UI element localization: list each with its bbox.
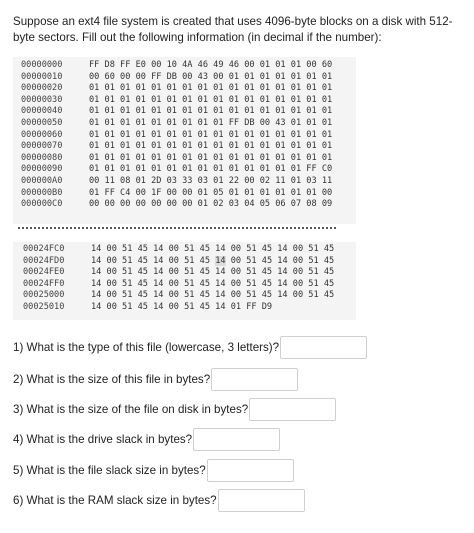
hex-address: 00000000: [21, 60, 63, 70]
dotted-separator: [18, 227, 336, 229]
hex-row: [21, 141, 356, 153]
hex-address: 00000010: [21, 71, 63, 82]
hex-address: 00000080: [21, 152, 63, 163]
hex-row: [21, 164, 356, 176]
hex-row: [21, 60, 356, 72]
hex-row: [21, 153, 356, 165]
hex-address: 00000020: [21, 83, 63, 94]
hex-address: 00024FE0: [23, 267, 65, 278]
question-label: 2) What is the size of this file in bytes?: [13, 373, 211, 386]
hex-address: 00000030: [21, 94, 63, 105]
hex-address: 00000070: [21, 141, 63, 152]
highlighted-byte: 14: [215, 255, 226, 266]
hex-address: 00024FC0: [23, 244, 65, 254]
hex-address: 000000B0: [21, 187, 63, 198]
hex-bytes: 01 01 01 01 01 01 01 01 01 FF DB 00 43 01 01 01: [89, 117, 333, 128]
hex-address: 000000C0: [21, 199, 63, 210]
question-label: 3) What is the size of the file on disk in bytes?: [13, 403, 249, 416]
hex-bytes: 14 00 51 45 14 00 51 45 14 00 51 45 14 00 51 45: [91, 255, 335, 266]
hex-bytes: 00 60 00 00 FF DB 00 43 00 01 01 01 01 01 01 01: [89, 71, 333, 82]
hex-bytes: 01 01 01 01 01 01 01 01 01 01 01 01 01 01 01 01: [89, 129, 333, 140]
hex-row: [23, 256, 356, 268]
intro-text: Suppose an ext4 file system is created that uses 4096-byte blocks on a disk with 512-byte sectors. Fill out the following information (in decimal if the number):: [13, 15, 453, 44]
hex-dump-header: [13, 57, 356, 224]
question-4: [13, 428, 280, 451]
hex-bytes: 14 00 51 45 14 00 51 45 14 00 51 45 14 00 51 45: [91, 278, 335, 289]
hex-row: [21, 118, 356, 130]
hex-bytes: 14 00 51 45 14 00 51 45 14 00 51 45 14 00 51 45: [91, 290, 335, 301]
question-5: [13, 459, 294, 482]
hex-address: 00024FF0: [23, 278, 65, 289]
hex-bytes: 01 01 01 01 01 01 01 01 01 01 01 01 01 01 01 01: [89, 141, 333, 152]
answer-input-4[interactable]: [193, 428, 280, 451]
hex-bytes: 14 00 51 45 14 00 51 45 14 00 51 45 14 00 51 45: [91, 244, 335, 254]
question-label: 6) What is the RAM slack size in bytes?: [13, 494, 217, 507]
hex-bytes: 01 01 01 01 01 01 01 01 01 01 01 01 01 01 01 01: [89, 106, 333, 117]
hex-address: 000000A0: [21, 175, 63, 186]
hex-row: [21, 106, 356, 118]
hex-row: [23, 302, 356, 314]
hex-bytes: 00 11 08 01 2D 03 33 03 01 22 00 02 11 01 03 11: [89, 175, 333, 186]
hex-row: [23, 267, 356, 279]
hex-address: 00025010: [23, 301, 65, 312]
hex-row: [23, 290, 356, 302]
answer-input-6[interactable]: [218, 489, 305, 512]
hex-row: [21, 72, 356, 84]
question-label: 5) What is the file slack size in bytes?: [13, 464, 206, 477]
answer-input-5[interactable]: [207, 459, 294, 482]
hex-dump-footer: [13, 242, 356, 320]
question-label: 1) What is the type of this file (lowercase, 3 letters)?: [13, 341, 280, 354]
hex-row: [23, 279, 356, 291]
hex-address: 00000040: [21, 106, 63, 117]
answer-input-3[interactable]: [249, 398, 336, 421]
question-label: 4) What is the drive slack in bytes?: [13, 433, 193, 446]
hex-bytes: 00 00 00 00 00 00 00 01 02 03 04 05 06 07 08 09: [89, 199, 333, 210]
hex-row: [21, 199, 356, 211]
hex-bytes: 01 01 01 01 01 01 01 01 01 01 01 01 01 01 01 01: [89, 152, 333, 163]
hex-bytes: 01 01 01 01 01 01 01 01 01 01 01 01 01 01 01 01: [89, 94, 333, 105]
hex-bytes: 01 01 01 01 01 01 01 01 01 01 01 01 01 01 FF C0: [89, 164, 333, 175]
question-3: [13, 398, 336, 421]
hex-bytes: FF D8 FF E0 00 10 4A 46 49 46 00 01 01 01 00 60: [89, 60, 333, 70]
hex-bytes: 01 01 01 01 01 01 01 01 01 01 01 01 01 01 01 01: [89, 83, 333, 94]
hex-address: 00000090: [21, 164, 63, 175]
hex-row: [23, 244, 356, 256]
hex-address: 00000050: [21, 117, 63, 128]
hex-row: [21, 188, 356, 200]
question-1: [13, 336, 367, 359]
hex-bytes: 01 FF C4 00 1F 00 00 01 05 01 01 01 01 01 01 00: [89, 187, 333, 198]
answer-input-2[interactable]: [211, 368, 298, 391]
question-6: [13, 489, 305, 512]
question-2: [13, 368, 298, 391]
hex-row: [21, 176, 356, 188]
hex-row: [21, 83, 356, 95]
hex-address: 00000060: [21, 129, 63, 140]
hex-bytes: 14 00 51 45 14 00 51 45 14 01 FF D9: [91, 301, 273, 312]
hex-address: 00024FD0: [23, 255, 65, 266]
hex-row: [21, 130, 356, 142]
hex-address: 00025000: [23, 290, 65, 301]
hex-bytes: 14 00 51 45 14 00 51 45 14 00 51 45 14 00 51 45: [91, 267, 335, 278]
answer-input-1[interactable]: [280, 336, 367, 359]
hex-row: [21, 95, 356, 107]
